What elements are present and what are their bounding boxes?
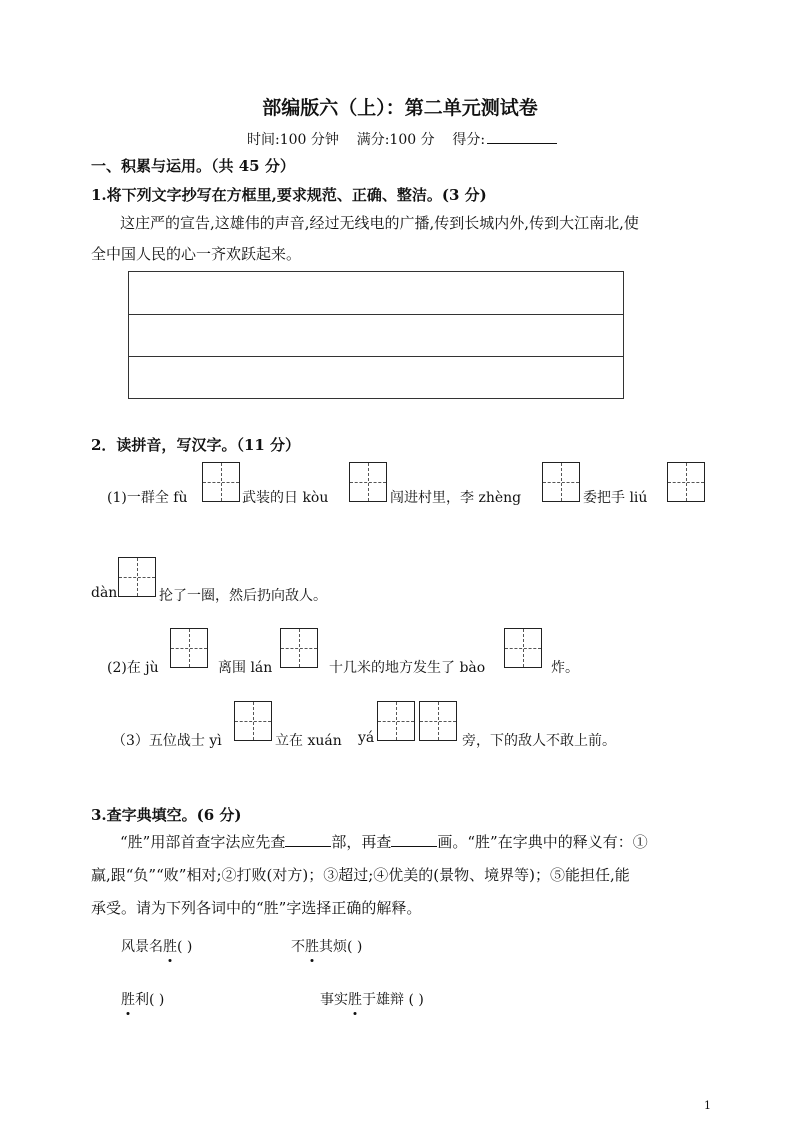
answer-parens[interactable]: 其烦( ) [319,939,363,955]
q1-text-line1: 这庄严的宣告,这雄伟的声音,经过无线电的广播,传到长城内外,传到大江南北,使 [120,214,639,232]
word-item [320,989,424,1009]
q2-text: （3）五位战士 yì [112,733,222,749]
q3-text: 部，再查 [331,833,392,851]
answer-parens[interactable]: 利( ) [135,992,165,1008]
writing-grid-cell[interactable] [170,628,208,668]
writing-grid-cell[interactable] [234,701,272,741]
q1-prompt: 1.将下列文字抄写在方框里,要求规范、正确、整洁。(3 分) [91,186,487,204]
writing-grid-cell[interactable] [419,701,457,741]
exam-info [247,129,557,149]
word-item [121,989,164,1009]
writing-grid-cell[interactable] [667,462,705,502]
emphasized-char: 胜 [163,936,177,956]
writing-grid-cell[interactable] [542,462,580,502]
writing-grid-cell[interactable] [202,462,240,502]
q2-text: 十几米的地方发生了 bào [329,660,486,676]
emphasized-char: 胜 [305,936,319,956]
answer-parens[interactable]: ( ) [177,939,193,955]
emphasized-char: 胜 [121,989,135,1009]
q3-text: 画。“胜”在字典中的释义有：① [437,833,648,851]
section-heading: 一、积累与运用。（共 45 分） [91,157,295,175]
q2-text: 炸。 [551,660,579,676]
copy-writing-box[interactable] [128,271,624,399]
copy-box-divider [129,356,623,357]
writing-grid-cell[interactable] [377,701,415,741]
q2-text: yá [358,730,375,746]
copy-box-divider [129,314,623,315]
q2-prompt: 2．读拼音，写汉字。（11 分） [91,436,301,454]
q2-text: 抡了一圈，然后扔向敌人。 [159,588,327,604]
answer-parens[interactable]: 于雄辩 ( ) [362,992,424,1008]
radical-blank[interactable] [285,832,331,847]
q1-text-line2: 全中国人民的心一齐欢跃起来。 [91,245,302,263]
time-label: 时间:100 分钟 [247,132,339,148]
q2-text: 旁，下的敌人不敢上前。 [462,733,616,749]
page-title: 部编版六（上）：第二单元测试卷 [262,97,538,119]
q3-prompt: 3.查字典填空。(6 分) [91,806,242,824]
word-text: 不 [291,939,305,955]
q2-text: 立在 xuán [275,733,342,749]
writing-grid-cell[interactable] [349,462,387,502]
writing-grid-cell[interactable] [504,628,542,668]
score-blank[interactable] [487,129,557,144]
writing-grid-cell[interactable] [118,557,156,597]
q2-text: 闯进村里，李 zhèng [390,490,522,506]
stroke-blank[interactable] [391,832,437,847]
emphasized-char: 胜 [348,989,362,1009]
q2-text: 武装的日 kòu [242,490,329,506]
q3-paragraph-line2: 赢,跟“负”“败”相对;②打败(对方)；③超过;④优美的(景物、境界等)；⑤能担任,能 [91,866,630,884]
full-score-label: 满分:100 分 [356,132,435,148]
word-text: 事实 [320,992,348,1008]
q3-paragraph-line1 [120,829,648,855]
q2-text: dàn [91,585,118,601]
page-number: 1 [704,1099,711,1112]
q2-text: (1)一群全 fù [107,490,188,506]
score-label: 得分: [452,132,486,148]
q2-text: 委把手 liú [583,490,648,506]
q2-text: (2)在 jù [107,660,159,676]
word-item [291,936,362,956]
word-item [121,936,192,956]
writing-grid-cell[interactable] [280,628,318,668]
word-text: 风景名 [121,939,163,955]
q2-text: 离围 lán [218,660,273,676]
q3-paragraph-line3: 承受。请为下列各词中的“胜”字选择正确的解释。 [91,899,422,917]
q3-text: “胜”用部首查字法应先查 [120,833,286,851]
